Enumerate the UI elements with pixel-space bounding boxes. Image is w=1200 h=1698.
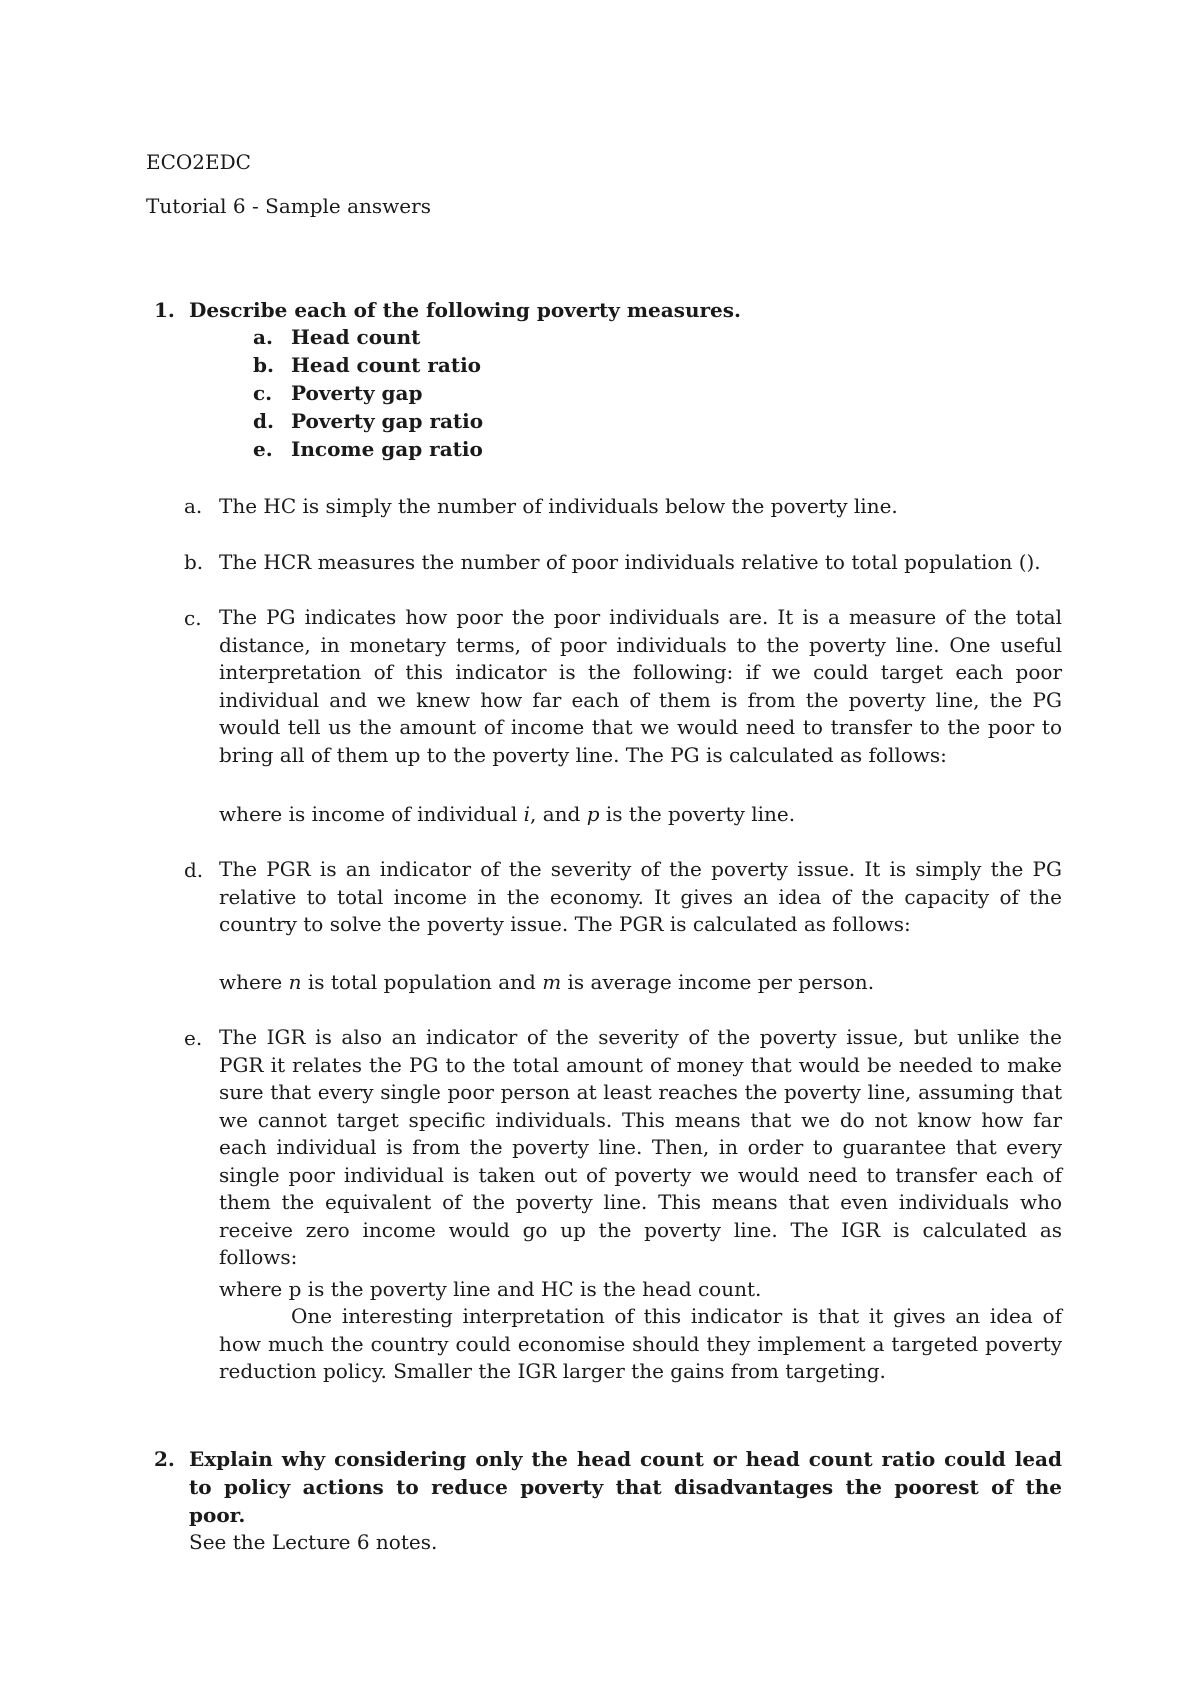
question-2-text: Explain why considering only the head count or head count ratio could lead to policy actions to reduce poverty that disadvantages the poorest of the poor. bbox=[189, 1447, 1062, 1527]
answer-b-letter: b. bbox=[184, 550, 204, 574]
answer-e-where: where p is the poverty line and HC is the head count. bbox=[219, 1277, 762, 1301]
subitem-b-letter: b. bbox=[253, 353, 274, 377]
answer-c-where: where is income of individual i, and p is the poverty line. bbox=[219, 802, 796, 826]
question-1-number: 1. bbox=[154, 298, 175, 322]
answer-a-letter: a. bbox=[184, 494, 203, 518]
answer-a-text: The HC is simply the number of individuals below the poverty line. bbox=[219, 494, 898, 518]
question-1-text: Describe each of the following poverty measures. bbox=[189, 298, 741, 322]
subitem-d-label: Poverty gap ratio bbox=[291, 409, 484, 433]
answer-e-letter: e. bbox=[184, 1026, 203, 1050]
document-subtitle: Tutorial 6 - Sample answers bbox=[146, 194, 431, 218]
answer-c-text: The PG indicates how poor the poor individuals are. It is a measure of the total distance, in monetary terms, of poor individuals to the poverty line. One useful interpretation of this indicator is the following: if we could target each poor individual and we knew how far each of them is from the poverty line, the PG would tell us the amount of income that we would need to transfer to the poor to bring all of them up to the poverty line. The PG is calculated as follows: bbox=[219, 605, 1062, 767]
question-2-answer: See the Lecture 6 notes. bbox=[189, 1530, 438, 1554]
answer-d-text: The PGR is an indicator of the severity of the poverty issue. It is simply the PG relative to total income in the economy. It gives an idea of the capacity of the country to solve the poverty issue. The PGR is calculated as follows: bbox=[219, 857, 1062, 936]
subitem-a-letter: a. bbox=[253, 325, 273, 349]
subitem-a-label: Head count bbox=[291, 325, 421, 349]
answer-b-text: The HCR measures the number of poor individuals relative to total population (). bbox=[219, 550, 1041, 574]
subitem-c-label: Poverty gap bbox=[291, 381, 423, 405]
answer-c-letter: c. bbox=[184, 606, 202, 630]
subitem-e-letter: e. bbox=[253, 437, 273, 461]
subitem-b-label: Head count ratio bbox=[291, 353, 481, 377]
course-code: ECO2EDC bbox=[146, 150, 251, 174]
answer-e-interpretation: One interesting interpretation of this indicator is that it gives an idea of how much the country could economise should they implement a targeted poverty reduction policy. Smaller the IGR larger the gains from targeting. bbox=[219, 1304, 1062, 1383]
subitem-d-letter: d. bbox=[253, 409, 274, 433]
question-2-number: 2. bbox=[154, 1447, 175, 1471]
subitem-e-label: Income gap ratio bbox=[291, 437, 483, 461]
subitem-c-letter: c. bbox=[253, 381, 273, 405]
answer-e-text: The IGR is also an indicator of the severity of the poverty issue, but unlike the PGR it relates the PG to the total amount of money that would be needed to make sure that every single poor person at least reaches the poverty line, assuming that we cannot target specific individuals. This means that we do not know how far each individual is from the poverty line. Then, in order to guarantee that every single poor individual is taken out of poverty we would need to transfer each of them the equivalent of the poverty line. This means that even individuals who receive zero income would go up the poverty line. The IGR is calculated as follows: bbox=[219, 1025, 1062, 1269]
answer-d-letter: d. bbox=[184, 858, 204, 882]
answer-d-where: where n is total population and m is average income per person. bbox=[219, 970, 875, 994]
